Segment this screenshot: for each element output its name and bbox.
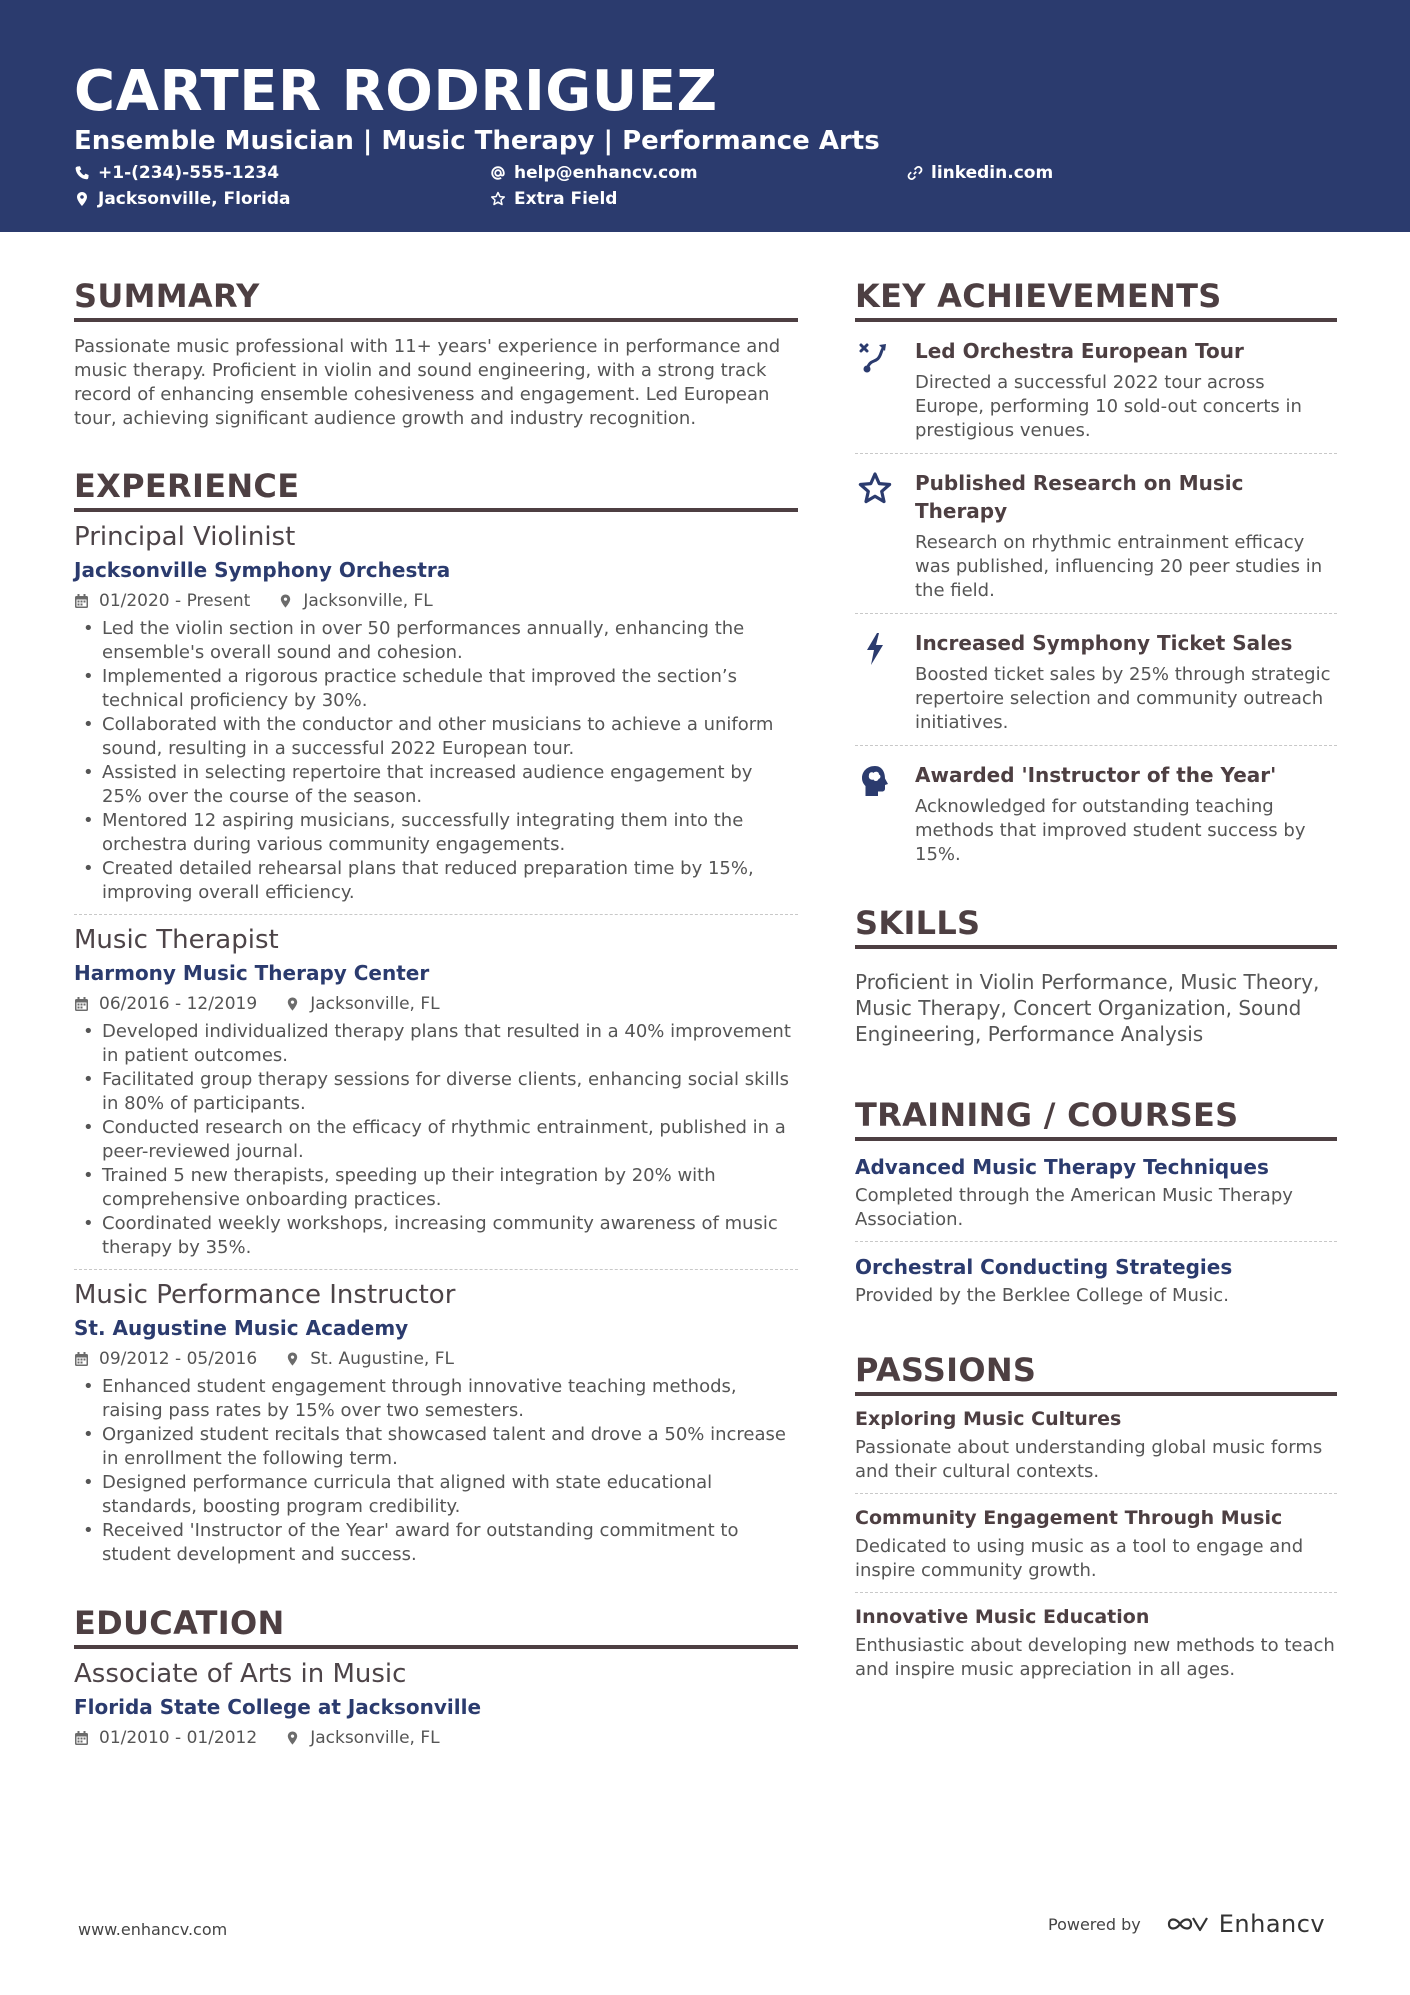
job-meta xyxy=(74,1348,798,1370)
education-section xyxy=(74,1601,798,1749)
company-name: Harmony Music Therapy Center xyxy=(74,961,430,985)
entry-divider xyxy=(74,1269,798,1270)
achievement-item xyxy=(855,322,1337,451)
achievement-desc: Directed a successful 2022 tour across Europe, performing 10 sold-out concerts in prestigious venues. xyxy=(915,372,1302,441)
location-pin-icon xyxy=(285,1730,300,1746)
training-section xyxy=(855,1093,1337,1308)
experience-entry xyxy=(74,520,798,915)
summary-section xyxy=(74,274,798,431)
course-item xyxy=(855,1253,1337,1308)
job-title: Music Therapist xyxy=(74,925,279,955)
bullet-item: • Developed individualized therapy plans that resulted in a 40% improvement in patient outcomes. xyxy=(74,1020,798,1068)
location-pin-icon xyxy=(278,593,293,609)
skills-heading: SKILLS xyxy=(855,901,1337,949)
contact-phone xyxy=(74,162,279,184)
education-location-text: Jacksonville, FL xyxy=(310,1728,440,1748)
phone-text: +1-(234)-555-1234 xyxy=(98,163,280,183)
left-column xyxy=(74,274,798,1749)
route-icon xyxy=(857,339,893,375)
company-name: Jacksonville Symphony Orchestra xyxy=(74,558,451,582)
course-desc: Completed through the American Music Therapy Association. xyxy=(855,1185,1293,1230)
course-desc: Provided by the Berklee College of Music. xyxy=(855,1285,1229,1306)
bullet-item: • Organized student recitals that showcased talent and drove a 50% increase in enrollment the following term. xyxy=(74,1423,798,1471)
powered-by-label: Powered by xyxy=(1048,1914,1141,1934)
bullet-item: • Assisted in selecting repertoire that increased audience engagement by 25% over the course of the season. xyxy=(74,761,798,809)
bullet-item: • Collaborated with the conductor and other musicians to achieve a uniform sound, resulting in a successful 2022 European tour. xyxy=(74,713,798,761)
achievement-item xyxy=(855,614,1337,743)
passion-desc: Enthusiastic about developing new methods to teach and inspire music appreciation in all ages. xyxy=(855,1635,1335,1680)
calendar-icon xyxy=(74,593,89,609)
calendar-icon xyxy=(74,1730,89,1746)
job-location-text: Jacksonville, FL xyxy=(303,591,433,611)
bullet-item: • Enhanced student engagement through innovative teaching methods, raising pass rates by 15% over two semesters. xyxy=(74,1375,798,1423)
summary-text: Passionate music professional with 11+ years' experience in performance and music therapy. Proficient in violin and sound engineering, with a strong track record of enhancing ensemble cohesiveness and engagement. Led European tour, achieving significant audience growth and industry recognition. xyxy=(74,336,781,429)
education-meta xyxy=(74,1727,798,1749)
star-outline-icon xyxy=(857,471,893,507)
summary-heading: SUMMARY xyxy=(74,274,798,322)
contact-email[interactable] xyxy=(490,162,698,184)
bullet-item: • Created detailed rehearsal plans that reduced preparation time by 15%, improving overall efficiency. xyxy=(74,857,798,905)
education-dates: 01/2010 - 01/2012 xyxy=(99,1728,258,1748)
skills-text: Proficient in Violin Performance, Music Theory, Music Therapy, Concert Organization, Sound Engineering, Performance Analysis xyxy=(855,970,1320,1046)
contact-linkedin[interactable] xyxy=(907,162,1053,184)
experience-section xyxy=(74,464,798,1567)
achievements-heading: KEY ACHIEVEMENTS xyxy=(855,274,1337,322)
linkedin-text: linkedin.com xyxy=(931,163,1054,183)
passion-item xyxy=(855,1505,1337,1583)
school-name: Florida State College at Jacksonville xyxy=(74,1695,482,1719)
job-location-text: Jacksonville, FL xyxy=(310,994,440,1014)
training-heading: TRAINING / COURSES xyxy=(855,1093,1337,1141)
location-pin-icon xyxy=(285,996,300,1012)
entry-divider xyxy=(855,1592,1337,1593)
achievement-item xyxy=(855,454,1337,611)
passion-title: Innovative Music Education xyxy=(855,1606,1150,1628)
passion-desc: Dedicated to using music as a tool to engage and inspire community growth. xyxy=(855,1536,1304,1581)
achievement-item xyxy=(855,746,1337,875)
bullet-item: • Led the violin section in over 50 performances annually, enhancing the ensemble's overall sound and cohesion. xyxy=(74,617,798,665)
achievement-title: Increased Symphony Ticket Sales xyxy=(915,631,1293,655)
achievement-desc: Boosted ticket sales by 25% through strategic repertoire selection and community outreach initiatives. xyxy=(915,664,1331,733)
job-bullets xyxy=(74,1375,798,1567)
contact-extra xyxy=(490,188,617,210)
location-pin-icon xyxy=(285,1351,300,1367)
calendar-icon xyxy=(74,1351,89,1367)
job-dates: 06/2016 - 12/2019 xyxy=(99,994,258,1014)
resume-header xyxy=(0,0,1410,232)
passion-title: Exploring Music Cultures xyxy=(855,1408,1122,1430)
course-title: Advanced Music Therapy Techniques xyxy=(855,1155,1269,1179)
email-text: help@enhancv.com xyxy=(514,163,698,183)
enhancv-logo-icon xyxy=(1165,1913,1211,1935)
course-item xyxy=(855,1153,1337,1232)
degree-title: Associate of Arts in Music xyxy=(74,1659,407,1689)
calendar-icon xyxy=(74,996,89,1012)
bullet-item: • Trained 5 new therapists, speeding up their integration by 20% with comprehensive onboarding practices. xyxy=(74,1164,798,1212)
education-heading: EDUCATION xyxy=(74,1601,798,1649)
footer-branding xyxy=(1048,1910,1325,1938)
passion-item xyxy=(855,1406,1337,1484)
at-icon xyxy=(490,165,506,181)
achievement-title: Led Orchestra European Tour xyxy=(915,339,1244,363)
bullet-item: • Coordinated weekly workshops, increasing community awareness of music therapy by 35%. xyxy=(74,1212,798,1260)
location-text: Jacksonville, Florida xyxy=(98,189,291,209)
achievement-desc: Acknowledged for outstanding teaching methods that improved student success by 15%. xyxy=(915,796,1306,865)
location-pin-icon xyxy=(74,191,90,207)
passion-item xyxy=(855,1604,1337,1682)
job-meta xyxy=(74,590,798,612)
job-bullets xyxy=(74,1020,798,1260)
job-location xyxy=(285,1348,454,1370)
entry-divider xyxy=(74,914,798,915)
education-location xyxy=(285,1727,439,1749)
job-location xyxy=(278,590,432,612)
star-icon xyxy=(490,191,506,207)
head-brain-icon xyxy=(857,763,893,799)
lightning-icon xyxy=(857,631,893,667)
job-dates: 01/2020 - Present xyxy=(99,591,251,611)
job-meta xyxy=(74,993,798,1015)
course-title: Orchestral Conducting Strategies xyxy=(855,1255,1233,1279)
extra-field-text: Extra Field xyxy=(514,189,618,209)
achievements-section xyxy=(855,274,1337,875)
right-column xyxy=(855,274,1337,1682)
job-bullets xyxy=(74,617,798,905)
candidate-headline: Ensemble Musician | Music Therapy | Performance Arts xyxy=(74,126,880,156)
bullet-item: • Received 'Instructor of the Year' award for outstanding commitment to student development and success. xyxy=(74,1519,798,1567)
job-title: Principal Violinist xyxy=(74,522,296,552)
job-location-text: St. Augustine, FL xyxy=(310,1349,454,1369)
passions-heading: PASSIONS xyxy=(855,1348,1337,1396)
bullet-item: • Implemented a rigorous practice schedule that improved the section’s technical proficiency by 30%. xyxy=(74,665,798,713)
passions-section xyxy=(855,1348,1337,1682)
job-dates: 09/2012 - 05/2016 xyxy=(99,1349,258,1369)
entry-divider xyxy=(855,1241,1337,1242)
bullet-item: • Conducted research on the efficacy of rhythmic entrainment, published in a peer-reviewed journal. xyxy=(74,1116,798,1164)
job-location xyxy=(285,993,439,1015)
bullet-item: • Designed performance curricula that aligned with state educational standards, boosting program credibility. xyxy=(74,1471,798,1519)
phone-icon xyxy=(74,165,90,181)
experience-heading: EXPERIENCE xyxy=(74,464,798,512)
candidate-name: CARTER RODRIGUEZ xyxy=(74,59,718,124)
achievement-title: Published Research on Music Therapy xyxy=(915,471,1244,523)
footer-website[interactable]: www.enhancv.com xyxy=(78,1920,228,1939)
entry-divider xyxy=(855,1493,1337,1494)
job-title: Music Performance Instructor xyxy=(74,1280,456,1310)
bullet-item: • Facilitated group therapy sessions for diverse clients, enhancing social skills in 80% of participants. xyxy=(74,1068,798,1116)
link-icon xyxy=(907,165,923,181)
experience-entry xyxy=(74,1278,798,1567)
contact-location xyxy=(74,188,291,210)
achievement-desc: Research on rhythmic entrainment efficacy was published, influencing 20 peer studies in the field. xyxy=(915,532,1323,601)
passion-desc: Passionate about understanding global music forms and their cultural contexts. xyxy=(855,1437,1323,1482)
skills-section xyxy=(855,901,1337,1047)
company-name: St. Augustine Music Academy xyxy=(74,1316,409,1340)
passion-title: Community Engagement Through Music xyxy=(855,1507,1283,1529)
bullet-item: • Mentored 12 aspiring musicians, successfully integrating them into the orchestra during various community engagements. xyxy=(74,809,798,857)
achievement-title: Awarded 'Instructor of the Year' xyxy=(915,763,1277,787)
brand-name[interactable]: Enhancv xyxy=(1218,1910,1326,1938)
experience-entry xyxy=(74,923,798,1270)
